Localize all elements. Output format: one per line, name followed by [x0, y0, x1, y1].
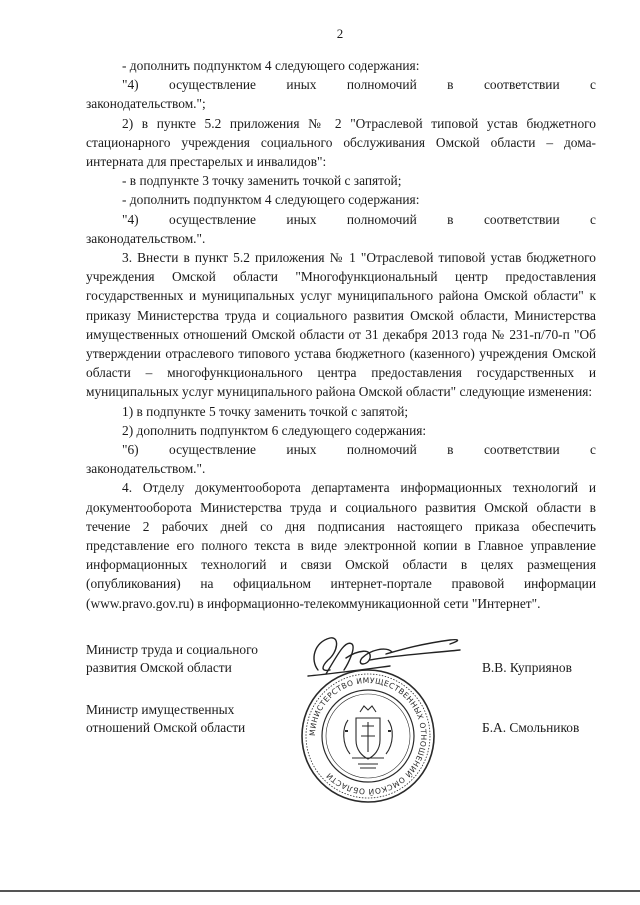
paragraph: 3. Внести в пункт 5.2 приложения № 1 "Отраслевой типовой устав бюджетного учреждения Омской области "Многофункциональный центр предоставления государственных и муниципальных услуг муниципального района Омской области" к приказу Министерства труда и социального развития Омской области, Министерства имущественных отношений Омской области от 31 декабря 2013 года № 231-п/70-п "Об утверждении отраслевого типового устава бюджетного (казенного) учреждения Омской области – многофункционального центра предоставления государственных и муниципальных услуг муниципального района Омской области" следующие изменения: — [86, 250, 596, 400]
paragraph: "4) осуществление иных полномочий в соответствии с — [122, 77, 596, 93]
paragraph: - в подпункте 3 точку заменить точкой с запятой; — [122, 173, 402, 189]
signatory-title-1 — [86, 641, 258, 677]
paragraph: - дополнить подпунктом 4 следующего содержания: — [122, 58, 420, 73]
paragraph: законодательством.". — [86, 230, 206, 246]
signatory-title-line: развития Омской области — [86, 660, 232, 675]
signatory-title-line: отношений Омской области — [86, 720, 246, 735]
page-number: 2 — [336, 26, 344, 41]
paragraph: "4) осуществление иных полномочий в соответствии с — [122, 211, 596, 227]
signatory-title-line: Министр труда и социального — [86, 642, 258, 657]
paragraph: - дополнить подпунктом 4 следующего содержания: — [122, 192, 420, 208]
paragraph: 2) дополнить подпунктом 6 следующего содержания: — [122, 422, 427, 438]
coat-of-arms-icon — [344, 706, 393, 768]
signatory-name-1: В.В. Куприянов — [482, 660, 572, 675]
paragraph: законодательством."; — [86, 96, 206, 112]
scan-edge-line — [0, 890, 640, 892]
paragraph: 1) в подпункте 5 точку заменить точкой с запятой; — [122, 403, 409, 419]
signatory-title-line: Министр имущественных — [86, 702, 235, 717]
signatory-name-2: Б.А. Смольников — [482, 720, 580, 735]
official-seal — [298, 666, 438, 806]
paragraph: "6) осуществление иных полномочий в соответствии с — [122, 442, 596, 458]
document-body — [86, 56, 596, 613]
signatory-title-2 — [86, 701, 245, 737]
paragraph: законодательством.". — [86, 461, 206, 477]
paragraph: 2) в пункте 5.2 приложения № 2 "Отраслевой типовой устав бюджетного стационарного учреждения социального обслуживания Омской области – дома-интерната для престарелых и инвалидов": — [86, 115, 596, 170]
seal-ring-text: МИНИСТЕРСТВО ИМУЩЕСТВЕННЫХ ОТНОШЕНИЙ ОМСКОЙ ОБЛАСТИ — [307, 675, 429, 797]
paragraph: 4. Отделу документооборота департамента информационных технологий и документооборота Министерства труда и социального развития Омской области в течение 2 рабочих дней со дня подписания настоящего приказа обеспечить представление его полного текста в виде электронной копии в Главное управление информационных технологий и связи Омской области в целях размещения (опубликования) на официальном интернет-портале правовой информации (www.pravo.gov.ru) в информационно-телекоммуникационной сети "Интернет". — [86, 480, 596, 611]
